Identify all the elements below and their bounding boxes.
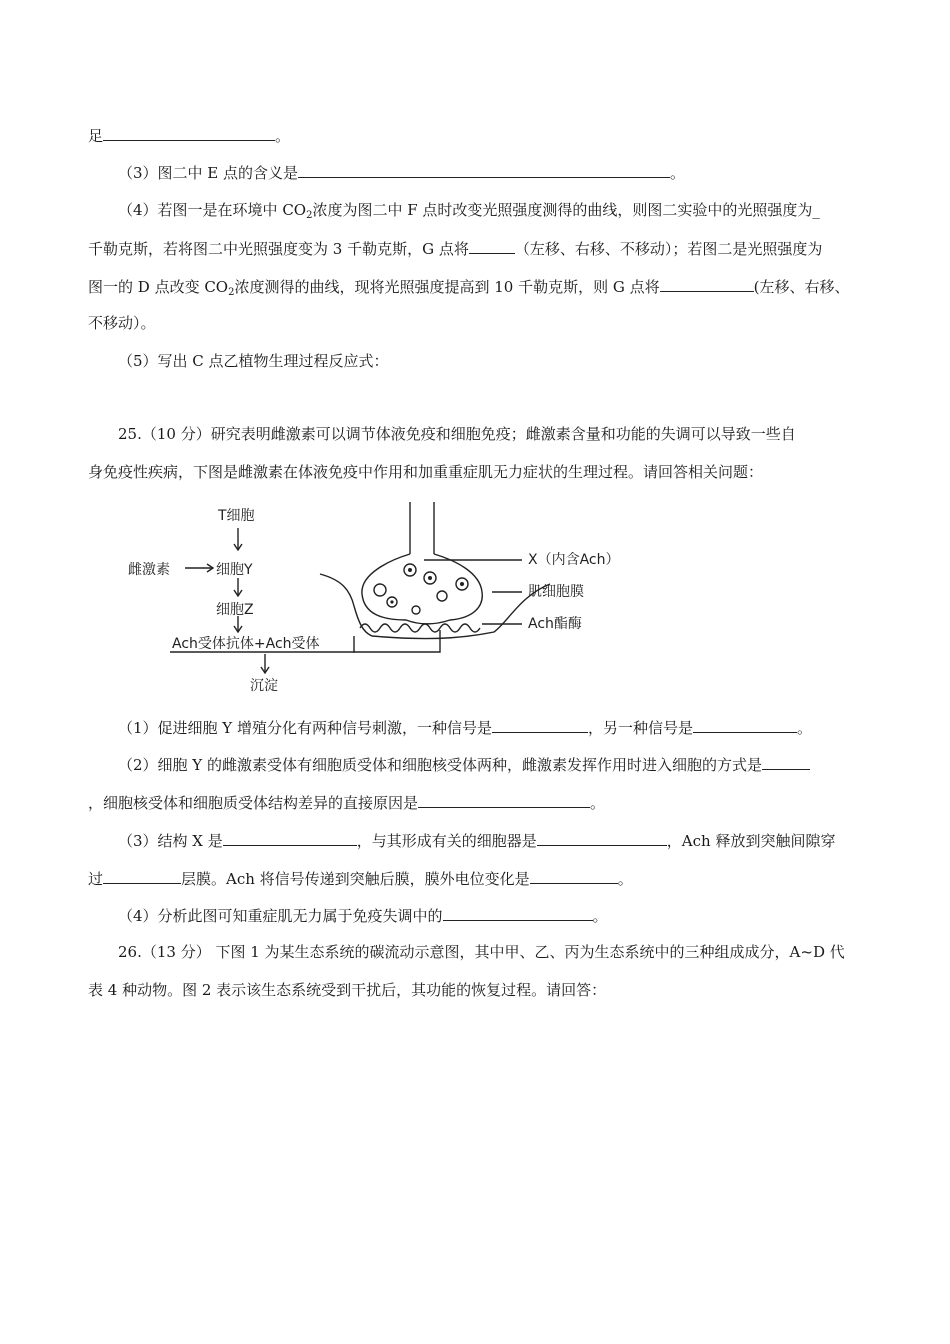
answer-blank[interactable] (103, 868, 181, 884)
question-25-2-line-1: （2）细胞 Y 的雌激素受体有细胞质受体和细胞核受体两种，雌激素发挥作用时进入细胞的方式是 (118, 754, 810, 775)
label-t-cell: T细胞 (218, 508, 255, 524)
label-precipitate: 沉淀 (250, 678, 278, 694)
answer-blank[interactable] (469, 238, 515, 254)
answer-blank[interactable] (298, 162, 670, 178)
label-muscle-membrane: 肌细胞膜 (528, 584, 584, 600)
answer-blank[interactable] (103, 125, 275, 141)
label-ach-esterase: Ach酯酶 (528, 616, 582, 632)
answer-blank[interactable] (660, 276, 754, 292)
question-4-line-2: 千勒克斯，若将图二中光照强度变为 3 千勒克斯，G 点将 （左移、右移、不移动）；若图二是光照强度为 (88, 240, 823, 258)
question-25-1: （1）促进细胞 Y 增殖分化有两种信号刺激，一种信号是 ，另一种信号是 。 (118, 719, 813, 737)
question-25-3-line-2: 过 层膜。Ach 将信号传递到突触后膜，膜外电位变化是 。 (88, 870, 633, 888)
synapse-diagram (110, 498, 620, 698)
answer-blank[interactable] (693, 717, 797, 733)
question-4-line-1: （4）若图一是在环境中 $CO_2$浓度为图二中 F 点时改变光照强度测得的曲线，则图二实验中的光照强度为_ (118, 201, 820, 221)
answer-blank[interactable] (530, 868, 618, 884)
question-3: （3）图二中 E 点的含义是 。 (118, 164, 686, 182)
problem-26-line-2: 表 4 种动物。图 2 表示该生态系统受到干扰后，其功能的恢复过程。请回答： (88, 981, 607, 999)
answer-blank[interactable] (762, 754, 810, 770)
question-25-4: （4）分析此图可知重症肌无力属于免疫失调中的 。 (118, 907, 608, 925)
question-25-3-line-1: （3）结构 X 是 ，与其形成有关的细胞器是 ，Ach 释放到突触间隙穿 (118, 832, 836, 850)
label-cell-z: 细胞Z (216, 602, 254, 618)
label-structure-x: X（内含Ach） (528, 552, 620, 568)
label-estrogen: 雌激素 (128, 562, 170, 578)
label-reaction: Ach受体抗体+Ach受体 (172, 636, 320, 652)
answer-blank[interactable] (223, 830, 357, 846)
answer-blank[interactable] (537, 830, 667, 846)
label-cell-y: 细胞Y (216, 562, 253, 578)
answer-blank[interactable] (492, 717, 588, 733)
question-25-2-line-2: ，细胞核受体和细胞质受体结构差异的直接原因是 。 (88, 794, 606, 812)
question-4-line-4: 不移动）。 (88, 314, 156, 332)
answer-blank[interactable] (443, 905, 593, 921)
problem-25-line-2: 身免疫性疾病，下图是雌激素在体液免疫中作用和加重重症肌无力症状的生理过程。请回答相关问题： (88, 463, 764, 481)
problem-25-line-1: 25.（10 分）研究表明雌激素可以调节体液免疫和细胞免疫；雌激素含量和功能的失调可以导致一些自 (118, 425, 796, 443)
question-4-line-3: 图一的 D 点改变 $CO_2$浓度测得的曲线，现将光照强度提高到 10 千勒克斯，则 G 点将 (左移、右移、 (88, 278, 850, 298)
line-1: 足 。 (88, 127, 291, 145)
problem-26-line-1: 26.（13 分） 下图 1 为某生态系统的碳流动示意图，其中甲、乙、丙为生态系统中的三种组成成分，A~D 代 (118, 943, 845, 961)
question-5: （5）写出 C 点乙植物生理过程反应式： (118, 352, 389, 370)
answer-blank[interactable] (418, 792, 590, 808)
